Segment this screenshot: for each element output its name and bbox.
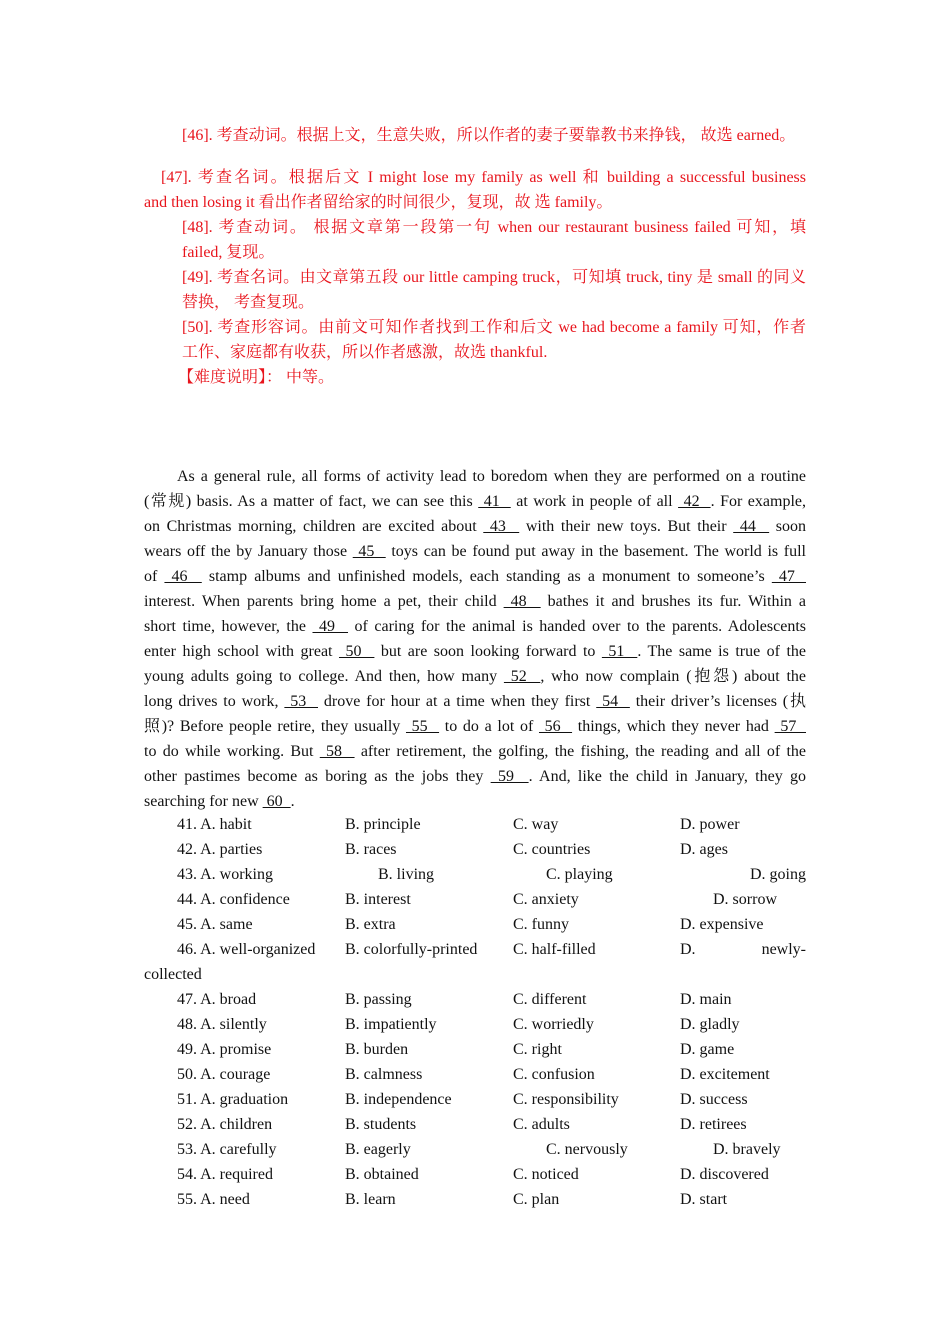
option-a: 46. A. well-organized [177,941,316,958]
answer-blank: 59 [490,768,529,785]
option-b: B. independence [345,1091,452,1108]
answer-blank: 50 [338,643,375,660]
passage-line [144,517,806,537]
option-b: B. impatiently [345,1016,437,1033]
option-d: D. success [680,1091,748,1108]
option-a: 51. A. graduation [177,1091,289,1108]
passage-text: (常规) basis. As a matter of fact, we can see this [144,493,479,510]
option-c: C. confusion [513,1066,595,1083]
option-b: B. burden [345,1041,409,1058]
option-d: D. main [680,991,732,1008]
passage-text: young adults going to college. And then, how many [144,668,504,685]
answer-blank: 47 [771,568,806,585]
passage-text: bathes it and brushes its fur. Within a [540,593,806,610]
answer-blank: 48 [503,593,541,610]
answer-blank: 53 [284,693,318,710]
passage-line [144,617,806,637]
passage-text: . And, like the child in January, they go [528,768,806,785]
option-d-continued: newly- [761,941,806,958]
analysis-line: 工作、家庭都有收获，所以作者感激，故选 thankful. [182,344,548,361]
passage-text: wears off the by January those [144,543,353,560]
passage-text: to do a lot of [439,718,539,735]
option-a: 43. A. working [177,866,273,883]
analysis-line: failed, 复现。 [182,244,275,261]
answer-blank: 57 [774,718,806,735]
passage-text: stamp albums and unfinished models, each standing as a monument to someone’s [201,568,772,585]
passage-text: other pastimes become as boring as the jobs they [144,768,491,785]
answer-blank: 55 [405,718,440,735]
passage-text: of [144,568,165,585]
analysis-line: [50]. 考查形容词。由前文可知作者找到工作和后文 we had become a family 可知，作者 [182,319,806,336]
option-c: C. adults [513,1116,570,1133]
option-c: C. funny [513,916,569,933]
option-d: D. [680,941,696,958]
option-b: B. interest [345,891,411,908]
passage-text: . For example, [710,493,806,510]
option-d: D. going [750,866,806,883]
option-a: 53. A. carefully [177,1141,277,1158]
option-d: D. discovered [680,1166,769,1183]
option-d: D. expensive [680,916,764,933]
option-b: B. eagerly [345,1141,411,1158]
option-a: 42. A. parties [177,841,263,858]
passage-line [144,592,806,612]
option-b: B. learn [345,1191,396,1208]
option-a: 49. A. promise [177,1041,272,1058]
option-c: C. right [513,1041,562,1058]
passage-text: but are soon looking forward to [374,643,602,660]
option-b: B. living [378,866,435,883]
option-d: D. power [680,816,740,833]
option-c: C. half-filled [513,941,596,958]
passage-text: things, which they never had [572,718,775,735]
option-c: C. way [513,816,559,833]
option-a: 50. A. courage [177,1066,271,1083]
answer-blank: 52 [503,668,541,685]
passage-text: . The same is true of the [637,643,806,660]
option-c: C. nervously [546,1141,628,1158]
option-c: C. responsibility [513,1091,619,1108]
answer-blank: 54 [596,693,630,710]
answer-blank: 51 [601,643,638,660]
option-c: C. anxiety [513,891,579,908]
passage-line [144,742,806,762]
option-a: 47. A. broad [177,991,257,1008]
passage-line [144,667,806,687]
answer-blank: 46 [164,568,202,585]
analysis-line: 【难度说明】： 中等。 [178,369,335,386]
passage-line [144,567,806,587]
option-d: D. start [680,1191,728,1208]
passage-text: 照)? Before people retire, they usually [144,718,406,735]
analysis-line: 替换， 考查复现。 [182,294,315,311]
option-d: D. excitement [680,1066,770,1083]
answer-blank: 49 [312,618,349,635]
passage-text: interest. When parents bring home a pet, their child [144,593,504,610]
option-a: 54. A. required [177,1166,273,1183]
option-b: B. races [345,841,397,858]
passage-text: toys can be found put away in the basement. The world is full [385,543,806,560]
option-b: B. calmness [345,1066,423,1083]
option-d: D. game [680,1041,735,1058]
option-d: D. ages [680,841,728,858]
passage-text: drove for hour at a time when they first [318,693,597,710]
option-c: C. countries [513,841,591,858]
option-d: D. sorrow [713,891,777,908]
passage-text: , who now complain (抱怨) about the [540,668,806,685]
option-b: B. extra [345,916,396,933]
option-b: B. students [345,1116,417,1133]
option-c: C. noticed [513,1166,579,1183]
passage-text: to do while working. But [144,743,320,760]
option-d: D. gladly [680,1016,740,1033]
passage-text: on Christmas morning, children are excited about [144,518,484,535]
option-c: C. plan [513,1191,560,1208]
answer-blank: 42 [678,493,711,510]
option-c: C. worriedly [513,1016,594,1033]
analysis-line: [49]. 考查名词。由文章第五段 our little camping truck，可知填 truck, tiny 是 small 的同义 [182,269,806,286]
option-c: C. playing [546,866,613,883]
answer-blank: 60 [262,793,291,810]
passage-text: long drives to work, [144,693,285,710]
answer-blank: 44 [733,518,770,535]
option-a: 55. A. need [177,1191,250,1208]
option-c: C. different [513,991,587,1008]
option-d: D. bravely [713,1141,781,1158]
passage-text: enter high school with great [144,643,339,660]
passage-text: As a general rule, all forms of activity lead to boredom when they are performed on a routine [177,468,806,485]
passage-line [144,767,806,787]
passage-text: at work in people of all [510,493,679,510]
option-d: D. retirees [680,1116,747,1133]
option-a: 45. A. same [177,916,253,933]
option-a: 52. A. children [177,1116,273,1133]
answer-blank: 56 [538,718,573,735]
option-b: B. colorfully-printed [345,941,478,958]
passage-line [144,717,806,737]
passage-line [144,492,806,512]
passage-text: their driver’s licenses (执 [629,693,806,710]
passage-line [177,467,806,487]
passage-line [144,642,806,662]
option-a: 41. A. habit [177,816,252,833]
option-a: 44. A. confidence [177,891,290,908]
option-a: 48. A. silently [177,1016,267,1033]
passage-line [144,542,806,562]
analysis-line: [46]. 考查动词。根据上文，生意失败，所以作者的妻子要靠教书来挣钱， 故选 earned。 [182,127,796,144]
answer-blank: 45 [352,543,386,560]
passage-text: of caring for the animal is handed over to the parents. Adolescents [348,618,806,635]
passage-text: after retirement, the golfing, the fishing, the reading and all of the [354,743,806,760]
answer-blank: 58 [319,743,355,760]
analysis-line: [48]. 考查动词。 根据文章第一段第一句 when our restaurant business failed 可知，填 [182,219,806,236]
passage-text: with their new toys. But their [519,518,734,535]
passage-text: soon [769,518,806,535]
analysis-line: [47]. 考查名词。根据后文 I might lose my family as well 和 building a successful business [161,169,806,186]
answer-blank: 41 [478,493,511,510]
option-d-wrap: collected [144,966,202,983]
passage-text: . [290,793,295,810]
passage-text: searching for new [144,793,263,810]
option-b: B. obtained [345,1166,419,1183]
option-b: B. passing [345,991,412,1008]
passage-line [144,692,806,712]
passage-line [144,792,295,812]
option-b: B. principle [345,816,421,833]
answer-blank: 43 [483,518,520,535]
passage-text: short time, however, the [144,618,313,635]
analysis-line: and then losing it 看出作者留给家的时间很少，复现，故 选 family。 [144,194,613,211]
